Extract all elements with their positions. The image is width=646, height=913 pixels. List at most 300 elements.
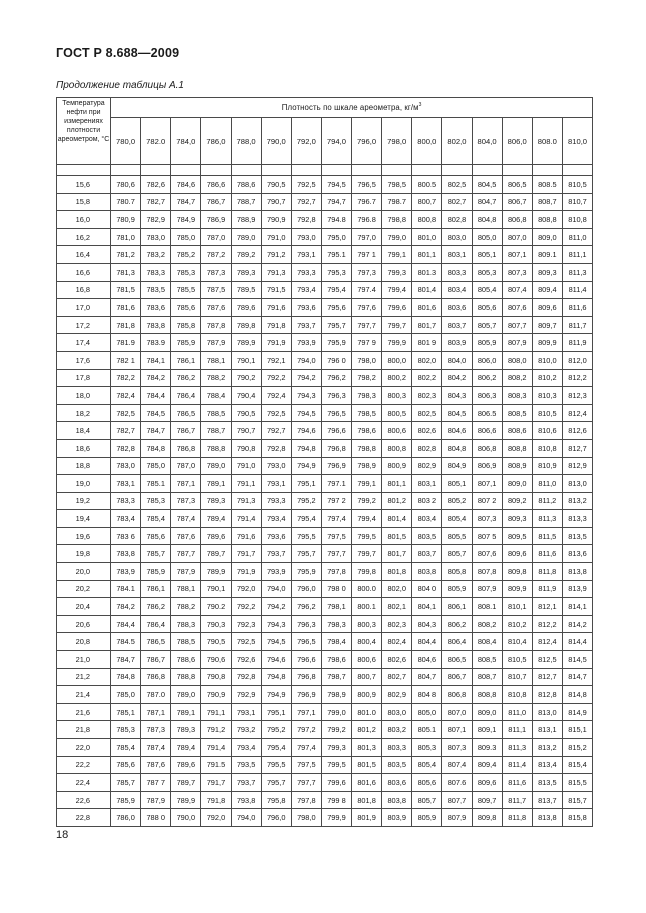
- density-cell: 791,5: [261, 281, 291, 299]
- density-cell: 813,0: [562, 475, 592, 493]
- density-cell: 801,2: [382, 492, 412, 510]
- table-row: [57, 668, 593, 686]
- density-cell: 795,4: [291, 510, 321, 528]
- table-row: [57, 316, 593, 334]
- density-cell: 808,9: [502, 457, 532, 475]
- density-cell: 804 8: [412, 686, 442, 704]
- temperature-cell: 20,4: [57, 598, 111, 616]
- temperature-cell: 21,2: [57, 668, 111, 686]
- density-cell: 786,7: [141, 651, 171, 669]
- density-cell: 811,8: [532, 563, 562, 581]
- density-cell: 805,4: [472, 281, 502, 299]
- density-cell: 808.5: [532, 176, 562, 194]
- density-cell: 793,6: [261, 527, 291, 545]
- density-cell: 784,7: [141, 422, 171, 440]
- density-cell: 783,2: [141, 246, 171, 264]
- density-cell: 804,7: [412, 668, 442, 686]
- density-cell: 798,6: [321, 651, 351, 669]
- table-row: [57, 475, 593, 493]
- density-cell: 804,3: [412, 615, 442, 633]
- table-row: [57, 791, 593, 809]
- density-cell: 790,5: [231, 404, 261, 422]
- density-column-header: 798,0: [382, 118, 412, 165]
- density-cell: 794,6: [291, 422, 321, 440]
- density-cell: 794,8: [291, 439, 321, 457]
- density-cell: 806,8: [502, 211, 532, 229]
- density-cell: 788,8: [201, 439, 231, 457]
- density-cell: 801,7: [412, 316, 442, 334]
- density-cell: 812,6: [562, 422, 592, 440]
- density-cell: 797 2: [321, 492, 351, 510]
- density-cell: 785,9: [141, 563, 171, 581]
- density-cell: 798,4: [321, 633, 351, 651]
- density-cell: 785,4: [141, 510, 171, 528]
- density-cell: 789,9: [171, 791, 201, 809]
- density-cell: 803,0: [442, 228, 472, 246]
- density-cell: 797,5: [321, 527, 351, 545]
- density-cell: 791,1: [201, 703, 231, 721]
- table-row: [57, 756, 593, 774]
- density-cell: 780,6: [111, 176, 141, 194]
- density-cell: 810,7: [502, 668, 532, 686]
- density-cell: 784,8: [141, 439, 171, 457]
- density-cell: 800,7: [352, 668, 382, 686]
- density-cell: 796 0: [321, 351, 351, 369]
- gap-cell: [562, 165, 592, 176]
- density-cell: 813,3: [562, 510, 592, 528]
- density-cell: 798,1: [321, 598, 351, 616]
- density-cell: 780,9: [111, 211, 141, 229]
- density-cell: 808,2: [502, 369, 532, 387]
- temperature-cell: 22,2: [57, 756, 111, 774]
- density-cell: 790,4: [231, 387, 261, 405]
- density-cell: 793,9: [291, 334, 321, 352]
- density-cell: 795,9: [321, 334, 351, 352]
- temperature-cell: 16,4: [57, 246, 111, 264]
- density-cell: 790,5: [201, 633, 231, 651]
- density-cell: 791,3: [261, 263, 291, 281]
- density-cell: 785,7: [111, 774, 141, 792]
- density-cell: 813,1: [532, 721, 562, 739]
- density-cell: 805,9: [472, 334, 502, 352]
- density-cell: 811,3: [502, 739, 532, 757]
- table-row: [57, 176, 593, 194]
- temperature-cell: 19,0: [57, 475, 111, 493]
- density-cell: 786,4: [171, 387, 201, 405]
- density-cell: 783,4: [111, 510, 141, 528]
- density-cell: 801,2: [352, 721, 382, 739]
- density-cell: 805,7: [472, 316, 502, 334]
- density-cell: 789,6: [231, 299, 261, 317]
- density-cell: 805,9: [412, 809, 442, 827]
- density-cell: 790,0: [171, 809, 201, 827]
- density-cell: 793,6: [291, 299, 321, 317]
- density-cell: 809.1: [532, 246, 562, 264]
- density-cell: 791,0: [231, 457, 261, 475]
- density-cell: 802,8: [412, 439, 442, 457]
- density-column-header: 804,0: [472, 118, 502, 165]
- density-cell: 801,6: [352, 774, 382, 792]
- density-column-header: 784,0: [171, 118, 201, 165]
- density-cell: 808,5: [472, 651, 502, 669]
- density-cell: 810,0: [532, 351, 562, 369]
- gap-cell: [352, 165, 382, 176]
- density-cell: 801,7: [382, 545, 412, 563]
- temperature-cell: 19,4: [57, 510, 111, 528]
- density-cell: 785,5: [171, 281, 201, 299]
- density-cell: 785,1: [111, 703, 141, 721]
- density-cell: 797,7: [352, 316, 382, 334]
- density-cell: 813,2: [532, 739, 562, 757]
- density-cell: 810,8: [532, 439, 562, 457]
- density-cell: 798,3: [352, 387, 382, 405]
- gap-cell: [472, 165, 502, 176]
- density-cell: 795,2: [261, 721, 291, 739]
- density-column-header: 800,0: [412, 118, 442, 165]
- density-cell: 811,4: [562, 281, 592, 299]
- density-cell: 809,9: [502, 580, 532, 598]
- density-cell: 783.9: [141, 334, 171, 352]
- density-cell: 794,0: [261, 580, 291, 598]
- density-cell: 813,5: [562, 527, 592, 545]
- density-cell: 804,0: [442, 351, 472, 369]
- density-cell: 807,3: [442, 739, 472, 757]
- density-cell: 812,9: [562, 457, 592, 475]
- density-cell: 790,7: [231, 422, 261, 440]
- density-cell: 781,5: [111, 281, 141, 299]
- density-cell: 795,7: [261, 774, 291, 792]
- density-cell: 791,7: [231, 545, 261, 563]
- density-cell: 808,7: [472, 668, 502, 686]
- density-cell: 796,8: [291, 668, 321, 686]
- density-cell: 805,7: [412, 791, 442, 809]
- density-cell: 803 2: [412, 492, 442, 510]
- density-cell: 791,9: [231, 563, 261, 581]
- density-cell: 801,5: [382, 527, 412, 545]
- density-cell: 795.1: [321, 246, 351, 264]
- density-cell: 799,9: [382, 334, 412, 352]
- density-cell: 812,0: [562, 351, 592, 369]
- density-cell: 801,1: [382, 475, 412, 493]
- density-cell: 785,9: [111, 791, 141, 809]
- density-cell: 788,8: [171, 668, 201, 686]
- gap-cell: [171, 165, 201, 176]
- density-column-header: 792,0: [291, 118, 321, 165]
- density-cell: 786,8: [141, 668, 171, 686]
- density-cell: 792,6: [231, 651, 261, 669]
- density-cell: 804 0: [412, 580, 442, 598]
- table-row: [57, 580, 593, 598]
- density-cell: 792,0: [201, 809, 231, 827]
- temperature-cell: 18,0: [57, 387, 111, 405]
- density-cell: 808,2: [472, 615, 502, 633]
- density-cell: 784.1: [111, 580, 141, 598]
- density-cell: 801,3: [352, 739, 382, 757]
- density-cell: 806,9: [472, 457, 502, 475]
- density-cell: 783,6: [141, 299, 171, 317]
- density-cell: 783,0: [111, 457, 141, 475]
- density-cell: 797,7: [291, 774, 321, 792]
- density-cell: 782,6: [141, 176, 171, 194]
- density-cell: 798,7: [321, 668, 351, 686]
- density-cell: 804,6: [412, 651, 442, 669]
- density-cell: 788,7: [231, 193, 261, 211]
- density-cell: 809,0: [532, 228, 562, 246]
- density-cell: 812,2: [532, 615, 562, 633]
- density-cell: 793,7: [231, 774, 261, 792]
- density-cell: 783,3: [141, 263, 171, 281]
- density-cell: 809,2: [502, 492, 532, 510]
- density-cell: 786,7: [201, 193, 231, 211]
- density-cell: 787,7: [171, 545, 201, 563]
- density-cell: 793,5: [231, 756, 261, 774]
- density-cell: 785,0: [111, 686, 141, 704]
- density-cell: 785,6: [111, 756, 141, 774]
- density-cell: 808,8: [502, 439, 532, 457]
- table-row: [57, 334, 593, 352]
- density-cell: 789,0: [231, 228, 261, 246]
- temperature-cell: 19,6: [57, 527, 111, 545]
- density-cell: 796,3: [291, 615, 321, 633]
- density-cell: 794,5: [261, 633, 291, 651]
- density-cell: 797 1: [352, 246, 382, 264]
- density-cell: 792,5: [291, 176, 321, 194]
- density-cell: 812,8: [532, 686, 562, 704]
- density-cell: 787,4: [141, 739, 171, 757]
- density-cell: 812,4: [532, 633, 562, 651]
- density-cell: 781.9: [111, 334, 141, 352]
- density-cell: 783,5: [141, 281, 171, 299]
- density-cell: 801,5: [352, 756, 382, 774]
- temperature-cell: 18,6: [57, 439, 111, 457]
- density-cell: 787,1: [141, 703, 171, 721]
- density-cell: 789,7: [201, 545, 231, 563]
- density-column-header: 782.0: [141, 118, 171, 165]
- density-cell: 805,8: [442, 563, 472, 581]
- density-cell: 806,4: [442, 633, 472, 651]
- density-cell: 802,2: [412, 369, 442, 387]
- density-cell: 786,1: [171, 351, 201, 369]
- density-cell: 810,2: [532, 369, 562, 387]
- density-cell: 793,9: [261, 563, 291, 581]
- density-cell: 809,0: [472, 703, 502, 721]
- density-cell: 792,5: [261, 404, 291, 422]
- density-cell: 789,5: [231, 281, 261, 299]
- density-cell: 803,5: [412, 527, 442, 545]
- density-cell: 781,0: [111, 228, 141, 246]
- density-cell: 802,5: [442, 176, 472, 194]
- density-cell: 807,1: [442, 721, 472, 739]
- table-row: [57, 228, 593, 246]
- density-cell: 808,6: [502, 422, 532, 440]
- density-cell: 798,5: [352, 404, 382, 422]
- density-cell: 812,7: [562, 439, 592, 457]
- density-cell: 796.7: [352, 193, 382, 211]
- density-cell: 786,9: [201, 211, 231, 229]
- density-cell: 805,3: [412, 739, 442, 757]
- density-cell: 805,2: [442, 492, 472, 510]
- density-cell: 792,2: [261, 369, 291, 387]
- density-cell: 794,9: [291, 457, 321, 475]
- density-cell: 783,0: [141, 228, 171, 246]
- density-cell: 799,8: [352, 563, 382, 581]
- density-cell: 792,7: [261, 422, 291, 440]
- density-cell: 803,1: [442, 246, 472, 264]
- density-cell: 807,4: [502, 281, 532, 299]
- density-cell: 801.0: [352, 703, 382, 721]
- density-cell: 793,3: [261, 492, 291, 510]
- temperature-cell: 16,2: [57, 228, 111, 246]
- density-cell: 800.1: [352, 598, 382, 616]
- density-cell: 807,0: [442, 703, 472, 721]
- density-cell: 803,7: [412, 545, 442, 563]
- table-row: [57, 193, 593, 211]
- gap-cell: [111, 165, 141, 176]
- density-table-body: [57, 176, 593, 827]
- density-cell: 813,5: [532, 774, 562, 792]
- density-cell: 799,5: [352, 527, 382, 545]
- density-cell: 795,1: [291, 475, 321, 493]
- density-cell: 794,7: [321, 193, 351, 211]
- density-cell: 811,5: [532, 527, 562, 545]
- density-cell: 787,3: [201, 263, 231, 281]
- density-cell: 797,6: [352, 299, 382, 317]
- density-cell: 788,7: [201, 422, 231, 440]
- density-cell: 799,2: [352, 492, 382, 510]
- density-cell: 804,6: [442, 422, 472, 440]
- density-cell: 782,8: [111, 439, 141, 457]
- density-cell: 788,1: [201, 351, 231, 369]
- density-cell: 800,3: [382, 387, 412, 405]
- density-cell: 809,6: [532, 299, 562, 317]
- density-cell: 797,5: [291, 756, 321, 774]
- density-cell: 789,1: [201, 475, 231, 493]
- density-cell: 791,6: [261, 299, 291, 317]
- density-cell: 811,3: [532, 510, 562, 528]
- density-cell: 795,8: [261, 791, 291, 809]
- density-cell: 784,1: [141, 351, 171, 369]
- density-cell: 811,7: [502, 791, 532, 809]
- density-cell: 813,6: [562, 545, 592, 563]
- density-cell: 803,5: [382, 756, 412, 774]
- density-cell: 808,4: [472, 633, 502, 651]
- density-cell: 789,1: [171, 703, 201, 721]
- density-cell: 795,7: [291, 545, 321, 563]
- density-cell: 800,0: [382, 351, 412, 369]
- temperature-cell: 22,4: [57, 774, 111, 792]
- density-cell: 806,7: [502, 193, 532, 211]
- density-cell: 810,2: [502, 615, 532, 633]
- density-cell: 788,6: [231, 176, 261, 194]
- density-cell: 812,5: [532, 651, 562, 669]
- table-row: [57, 299, 593, 317]
- density-cell: 807,7: [502, 316, 532, 334]
- density-cell: 801,8: [352, 791, 382, 809]
- density-cell: 810,4: [502, 633, 532, 651]
- density-cell: 803,2: [382, 721, 412, 739]
- table-row: [57, 457, 593, 475]
- density-cell: 790,9: [201, 686, 231, 704]
- density-cell: 805,1: [442, 475, 472, 493]
- gap-cell: [261, 165, 291, 176]
- table-row: [57, 598, 593, 616]
- density-cell: 807,6: [502, 299, 532, 317]
- density-cell: 788,6: [171, 651, 201, 669]
- density-cell: 805,3: [472, 263, 502, 281]
- density-cell: 803,7: [442, 316, 472, 334]
- density-cell: 804,1: [412, 598, 442, 616]
- density-cell: 781,6: [111, 299, 141, 317]
- density-cell: 786,5: [141, 633, 171, 651]
- density-cell: 813,4: [532, 756, 562, 774]
- density-cell: 797,4: [291, 739, 321, 757]
- density-cell: 801,4: [412, 281, 442, 299]
- density-cell: 787,9: [171, 563, 201, 581]
- density-cell: 793,0: [291, 228, 321, 246]
- table-row: [57, 721, 593, 739]
- table-row: [57, 510, 593, 528]
- density-cell: 804,2: [442, 369, 472, 387]
- density-cell: 811,7: [562, 316, 592, 334]
- density-cell: 808,5: [502, 404, 532, 422]
- temperature-cell: 20,6: [57, 615, 111, 633]
- density-cell: 782,7: [111, 422, 141, 440]
- density-cell: 809,5: [502, 527, 532, 545]
- temperature-cell: 21,4: [57, 686, 111, 704]
- density-cell: 796,8: [321, 439, 351, 457]
- density-cell: 805,1: [472, 246, 502, 264]
- density-cell: 811,6: [532, 545, 562, 563]
- density-cell: 796,2: [321, 369, 351, 387]
- gap-cell: [201, 165, 231, 176]
- density-cell: 815,4: [562, 756, 592, 774]
- density-cell: 790,9: [261, 211, 291, 229]
- density-cell: 786,8: [171, 439, 201, 457]
- density-cell: 790,8: [231, 439, 261, 457]
- density-cell: 809,3: [502, 510, 532, 528]
- density-cell: 781,2: [111, 246, 141, 264]
- density-cell: 803,0: [382, 703, 412, 721]
- density-cell: 810,1: [502, 598, 532, 616]
- density-cell: 785,3: [171, 263, 201, 281]
- density-cell: 785,9: [171, 334, 201, 352]
- density-cell: 802,0: [382, 580, 412, 598]
- density-cell: 791,3: [231, 492, 261, 510]
- temperature-cell: 16,8: [57, 281, 111, 299]
- density-cell: 800,9: [352, 686, 382, 704]
- density-cell: 795,7: [321, 316, 351, 334]
- density-cell: 791,4: [231, 510, 261, 528]
- density-cell: 790,6: [201, 651, 231, 669]
- density-cell: 807 5: [472, 527, 502, 545]
- density-column-header: 806,0: [502, 118, 532, 165]
- density-cell: 801,4: [382, 510, 412, 528]
- density-cell: 782,7: [141, 193, 171, 211]
- density-cell: 800.0: [352, 580, 382, 598]
- density-cell: 806,5: [502, 176, 532, 194]
- density-cell: 800,6: [352, 651, 382, 669]
- temperature-column-header: Температура нефти при измерениях плотности ареометром, °С: [57, 98, 111, 165]
- density-cell: 794,6: [261, 651, 291, 669]
- density-cell: 811,8: [502, 809, 532, 827]
- density-cell: 796,5: [321, 404, 351, 422]
- density-cell: 783,8: [111, 545, 141, 563]
- density-cell: 785,6: [141, 527, 171, 545]
- density-cell: 800,4: [352, 633, 382, 651]
- density-cell: 787,4: [171, 510, 201, 528]
- density-cell: 791,8: [201, 791, 231, 809]
- density-cell: 806,8: [442, 686, 472, 704]
